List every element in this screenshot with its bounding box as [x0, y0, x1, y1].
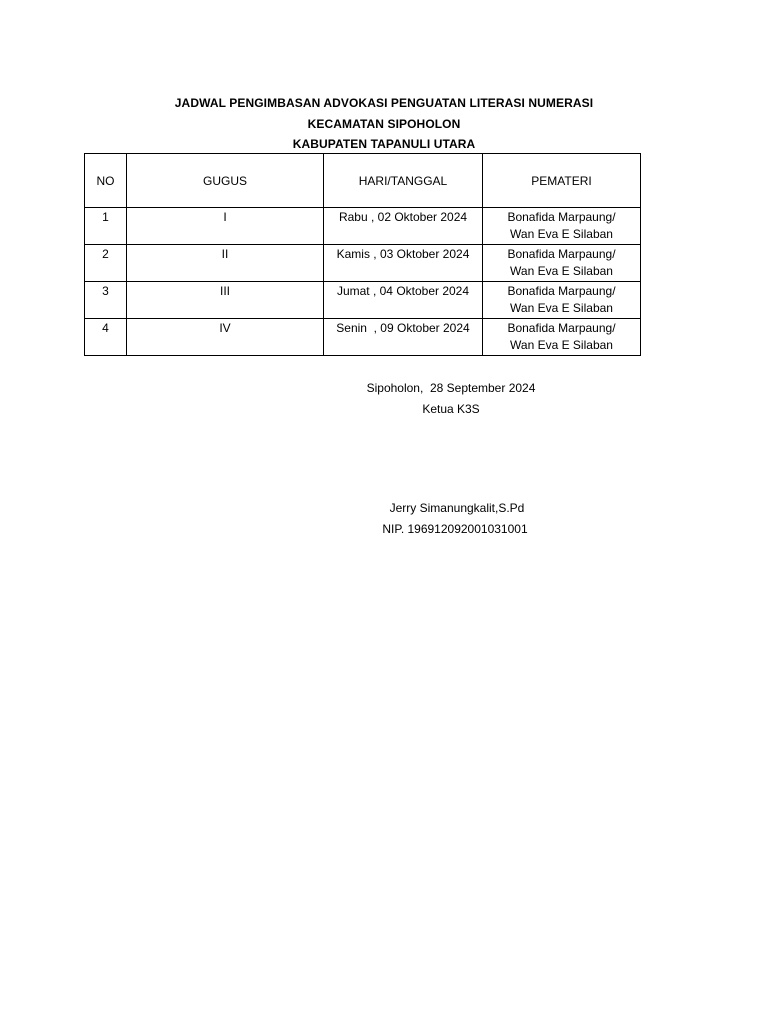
- cell-pemateri: [483, 208, 641, 245]
- cell-pemateri: [483, 245, 641, 282]
- cell-gugus: II: [127, 245, 324, 282]
- pemateri-line-1: Bonafida Marpaung/: [507, 247, 616, 261]
- table-header-row: [85, 154, 641, 208]
- header-pemateri: PEMATERI: [483, 154, 641, 208]
- pemateri-line-2: Wan Eva E Silaban: [510, 226, 613, 241]
- cell-hari-tanggal: Jumat , 04 Oktober 2024: [324, 282, 483, 319]
- pemateri-line-2: Wan Eva E Silaban: [510, 337, 613, 352]
- table-row: [85, 282, 641, 319]
- cell-pemateri: [483, 282, 641, 319]
- pemateri-line-1: Bonafida Marpaung/: [507, 210, 616, 224]
- cell-no: 4: [85, 319, 127, 356]
- pemateri-line-1: Bonafida Marpaung/: [507, 321, 616, 335]
- table-row: [85, 245, 641, 282]
- cell-hari-tanggal: Senin , 09 Oktober 2024: [324, 319, 483, 356]
- cell-no: 3: [85, 282, 127, 319]
- table-row: [85, 208, 641, 245]
- pemateri-line-2: Wan Eva E Silaban: [510, 300, 613, 315]
- title-line-main: JADWAL PENGIMBASAN ADVOKASI PENGUATAN LITERASI NUMERASI: [174, 96, 594, 110]
- title-line-district: KECAMATAN SIPOHOLON: [307, 116, 461, 131]
- cell-gugus: IV: [127, 319, 324, 356]
- cell-no: 2: [85, 245, 127, 282]
- cell-hari-tanggal: Rabu , 02 Oktober 2024: [324, 208, 483, 245]
- cell-hari-tanggal: Kamis , 03 Oktober 2024: [324, 245, 483, 282]
- cell-pemateri: [483, 319, 641, 356]
- signature-role: Ketua K3S: [422, 402, 480, 416]
- cell-gugus: I: [127, 208, 324, 245]
- signature-place-date: Sipoholon, 28 September 2024: [366, 381, 536, 395]
- header-no: NO: [85, 154, 127, 208]
- pemateri-line-2: Wan Eva E Silaban: [510, 263, 613, 278]
- table-row: [85, 319, 641, 356]
- signature-nip: NIP. 196912092001031001: [382, 522, 528, 536]
- cell-no: 1: [85, 208, 127, 245]
- pemateri-line-1: Bonafida Marpaung/: [507, 284, 616, 298]
- document-title: [84, 93, 684, 155]
- signature-name: Jerry Simanungkalit,S.Pd: [389, 501, 525, 515]
- title-line-regency: KABUPATEN TAPANULI UTARA: [292, 137, 476, 151]
- header-gugus: GUGUS: [127, 154, 324, 208]
- schedule-table: [84, 153, 641, 356]
- cell-gugus: III: [127, 282, 324, 319]
- header-hari-tanggal: HARI/TANGGAL: [324, 154, 483, 208]
